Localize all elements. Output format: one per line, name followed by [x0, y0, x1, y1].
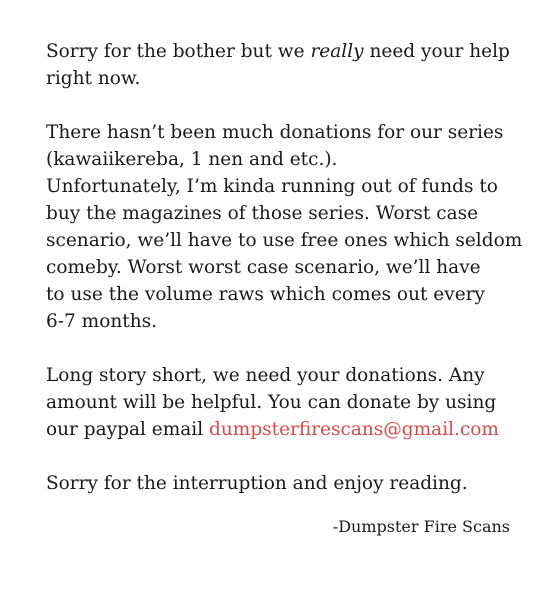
- paragraph-closing: [46, 470, 516, 497]
- closing-line: Sorry for the interruption and enjoy reading.: [46, 473, 468, 494]
- signature: -Dumpster Fire Scans: [332, 517, 510, 536]
- funding-line: buy the magazines of those series. Worst case: [46, 203, 479, 224]
- apology-line-2: right now.: [46, 68, 141, 89]
- donation-notice: [46, 38, 523, 524]
- donation-line-2: amount will be helpful. You can donate by using: [46, 392, 497, 413]
- apology-line-1: [46, 38, 516, 65]
- funding-line: (kawaiikereba, 1 nen and etc.).: [46, 149, 338, 170]
- donation-line-3: [46, 416, 516, 443]
- funding-line: scenario, we’ll have to use free ones which seldom: [46, 230, 523, 251]
- funding-line: to use the volume raws which comes out every: [46, 284, 485, 305]
- paragraph-donation-request: [46, 362, 516, 443]
- donation-line-1: Long story short, we need your donations. Any: [46, 365, 485, 386]
- funding-line: 6-7 months.: [46, 311, 157, 332]
- paragraph-funding: [46, 119, 523, 335]
- paypal-email-prefix: our paypal email: [46, 419, 210, 440]
- apology-text-start: Sorry for the bother but we: [46, 41, 311, 62]
- funding-line: comeby. Worst worst case scenario, we’ll have: [46, 257, 481, 278]
- apology-emphasis: really: [310, 41, 364, 62]
- paragraph-apology: [46, 38, 516, 92]
- funding-line: Unfortunately, I’m kinda running out of funds to: [46, 176, 498, 197]
- paypal-email-link[interactable]: dumpsterfirescans@gmail.com: [209, 419, 499, 440]
- apology-text-end: need your help: [363, 41, 510, 62]
- funding-line: There hasn’t been much donations for our series: [46, 122, 504, 143]
